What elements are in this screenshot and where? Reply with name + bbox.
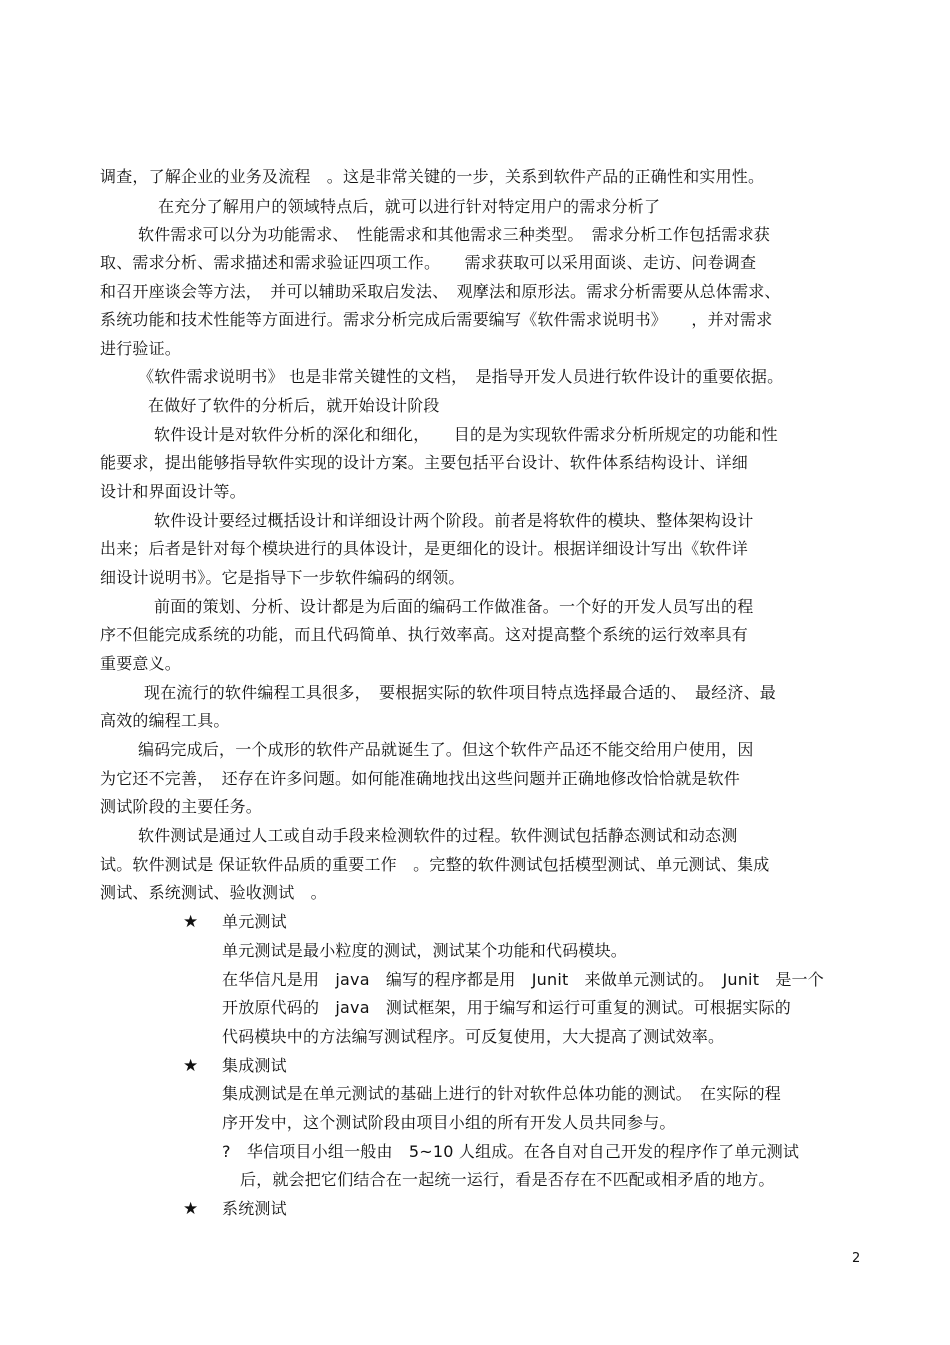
bullet-title-integration-test: 集成测试 — [222, 1056, 287, 1075]
text-line: 取、需求分析、需求描述和需求验证四项工作。 需求获取可以采用面谈、走访、问卷调查 — [100, 253, 757, 272]
star-bullet-icon: ★ — [183, 1056, 199, 1076]
text-line: 能要求，提出能够指导软件实现的设计方案。主要包括平台设计、软件体系结构设计、详细 — [100, 453, 749, 472]
star-bullet-icon: ★ — [183, 1199, 199, 1219]
text-line: 高效的编程工具。 — [100, 711, 230, 730]
text-line: 细设计说明书》。它是指导下一步软件编码的纲领。 — [100, 568, 465, 587]
text-line: 软件设计是对软件分析的深化和细化， 目的是为实现软件需求分析所规定的功能和性 — [154, 425, 778, 444]
bullet-body-line: ? 华信项目小组一般由 5~10 人组成。在各自对自己开发的程序作了单元测试 — [222, 1142, 800, 1161]
text-line: 软件设计要经过概括设计和详细设计两个阶段。前者是将软件的模块、整体架构设计 — [154, 511, 754, 530]
bullet-body-line: 单元测试是最小粒度的测试，测试某个功能和代码模块。 — [222, 941, 628, 960]
text-line: 在做好了软件的分析后，就开始设计阶段 — [148, 396, 440, 415]
bullet-body-line: 集成测试是在单元测试的基础上进行的针对软件总体功能的测试。 在实际的程 — [222, 1084, 782, 1103]
bullet-title-system-test: 系统测试 — [222, 1199, 287, 1218]
bullet-body-line: 在华信凡是用 java 编写的程序都是用 Junit 来做单元测试的。 Junit 是一个 — [222, 970, 824, 989]
text-line: 重要意义。 — [100, 654, 182, 673]
text-line: 试。软件测试是 保证软件品质的重要工作 。完整的软件测试包括模型测试、单元测试、集成 — [100, 855, 770, 874]
text-line: 软件测试是通过人工或自动手段来检测软件的过程。软件测试包括静态测试和动态测 — [138, 826, 738, 845]
text-line: 在充分了解用户的领域特点后，就可以进行针对特定用户的需求分析了 — [158, 197, 661, 216]
bullet-body-line: 后，就会把它们结合在一起统一运行，看是否存在不匹配或相矛盾的地方。 — [240, 1170, 775, 1189]
text-line: 为它还不完善， 还存在许多问题。如何能准确地找出这些问题并正确地修改恰恰就是软件 — [100, 769, 741, 788]
text-line: 编码完成后，一个成形的软件产品就诞生了。但这个软件产品还不能交给用户使用，因 — [138, 740, 754, 759]
text-line: 设计和界面设计等。 — [100, 482, 246, 501]
text-line: 进行验证。 — [100, 339, 182, 358]
text-line: 测试、系统测试、验收测试 。 — [100, 883, 327, 902]
text-line: 和召开座谈会等方法， 并可以辅助采取启发法、 观摩法和原形法。需求分析需要从总体需求、 — [100, 282, 781, 301]
text-line: 前面的策划、分析、设计都是为后面的编码工作做准备。一个好的开发人员写出的程 — [154, 597, 754, 616]
bullet-title-unit-test: 单元测试 — [222, 912, 287, 931]
star-bullet-icon: ★ — [183, 912, 199, 932]
page-number: 2 — [852, 1251, 861, 1266]
text-line: 调查，了解企业的业务及流程 。这是非常关键的一步，关系到软件产品的正确性和实用性。 — [100, 167, 765, 186]
text-line: 软件需求可以分为功能需求、 性能需求和其他需求三种类型。 需求分析工作包括需求获 — [138, 225, 771, 244]
bullet-body-line: 代码模块中的方法编写测试程序。可反复使用，大大提高了测试效率。 — [222, 1027, 725, 1046]
text-line: 测试阶段的主要任务。 — [100, 797, 263, 816]
bullet-body-line: 开放原代码的 java 测试框架，用于编写和运行可重复的测试。可根据实际的 — [222, 998, 791, 1017]
text-line: 序不但能完成系统的功能，而且代码简单、执行效率高。这对提高整个系统的运行效率具有 — [100, 625, 749, 644]
text-line: 现在流行的软件编程工具很多， 要根据实际的软件项目特点选择最合适的、 最经济、最 — [144, 683, 777, 702]
text-line: 《软件需求说明书》 也是非常关键性的文档， 是指导开发人员进行软件设计的重要依据。 — [138, 367, 784, 386]
text-line: 系统功能和技术性能等方面进行。需求分析完成后需要编写《软件需求说明书》 ，并对需求 — [100, 310, 773, 329]
bullet-body-line: 序开发中，这个测试阶段由项目小组的所有开发人员共同参与。 — [222, 1113, 676, 1132]
text-line: 出来；后者是针对每个模块进行的具体设计，是更细化的设计。根据详细设计写出《软件详 — [100, 539, 749, 558]
